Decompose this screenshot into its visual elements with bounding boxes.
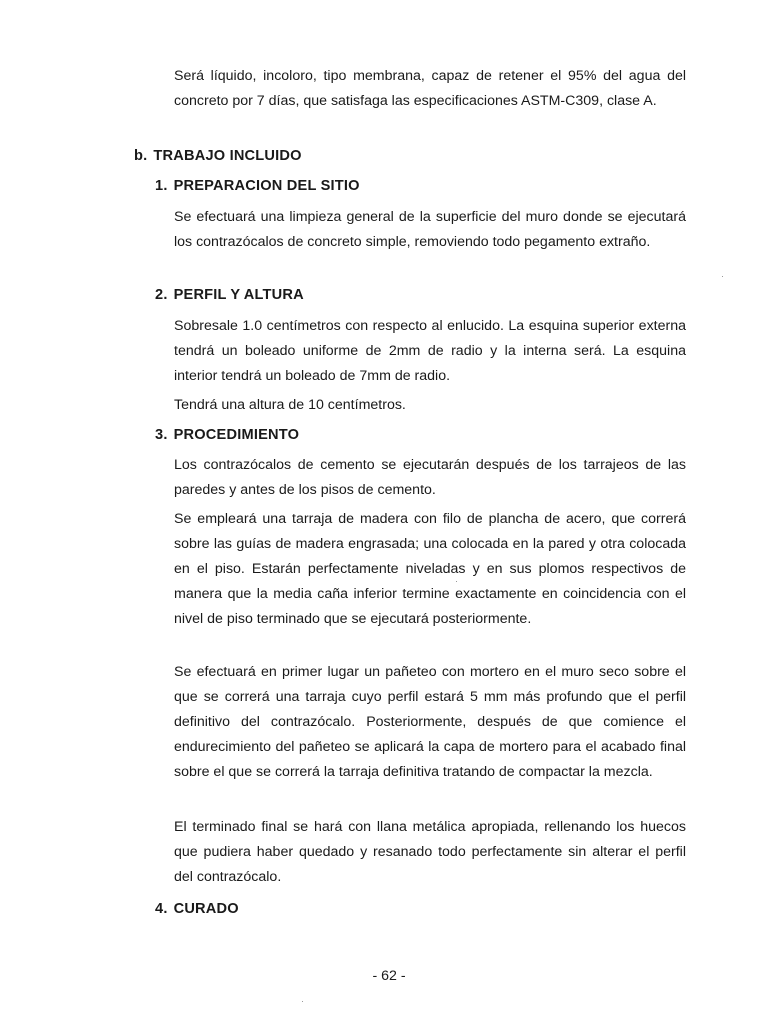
page-number: - 62 - xyxy=(372,968,406,984)
paragraph: Los contrazócalos de cemento se ejecutarán después de los tarrajeos de las paredes y antes de los pisos de cemento. xyxy=(174,457,686,498)
section-b-label: b. xyxy=(134,148,148,164)
paragraph: Sobresale 1.0 centímetros con respecto al enlucido. La esquina superior externa tendrá un boleado uniforme de 2mm de radio y la interna será. La esquina interior tendrá un boleado de 7mm de radio. xyxy=(174,318,686,384)
subsection-4-heading xyxy=(155,899,239,919)
subsection-number: 3. xyxy=(155,427,168,443)
subsection-number: 4. xyxy=(155,901,168,917)
paragraph: Se efectuará una limpieza general de la superficie del muro donde se ejecutará los contrazócalos de concreto simple, removiendo todo pegamento extraño. xyxy=(174,209,686,250)
paragraph: Se empleará una tarraja de madera con filo de plancha de acero, que correrá sobre las guías de madera engrasada; una colocada en la pared y otra colocada en el piso. Estarán perfectamente niveladas y en sus plomos respectivos de manera que la media caña inferior termine exactamente en coincidencia con el nivel de piso terminado que se ejecutará posteriormente. xyxy=(174,511,686,627)
paragraph: Se efectuará en primer lugar un pañeteo con mortero en el muro seco sobre el que se correrá una tarraja cuyo perfil estará 5 mm más profundo que el perfil definitivo del contrazócalo. Posteriormente, después de que comience el endurecimiento del pañeteo se aplicará la capa de mortero para el acabado final sobre el que se correrá la tarraja definitiva tratando de compactar la mezcla. xyxy=(174,664,686,780)
subsection-2-heading xyxy=(155,285,304,305)
subsection-1-heading xyxy=(155,176,360,196)
subsection-number: 1. xyxy=(155,178,168,194)
subsection-number: 2. xyxy=(155,287,168,303)
scan-speck xyxy=(302,1001,303,1002)
scan-speck xyxy=(456,581,457,582)
section-b-title: TRABAJO INCLUIDO xyxy=(153,148,302,164)
subsection-title: PROCEDIMIENTO xyxy=(173,427,300,443)
subsection-title: CURADO xyxy=(173,901,239,917)
paragraph: Tendrá una altura de 10 centímetros. xyxy=(174,397,406,413)
intro-paragraph: Será líquido, incoloro, tipo membrana, capaz de retener el 95% del agua del concreto por 7 días, que satisfaga las especificaciones ASTM-C309, clase A. xyxy=(174,68,686,109)
subsection-title: PERFIL Y ALTURA xyxy=(173,287,304,303)
subsection-title: PREPARACION DEL SITIO xyxy=(173,178,360,194)
paragraph: El terminado final se hará con llana metálica apropiada, rellenando los huecos que pudiera haber quedado y resanado todo perfectamente sin alterar el perfil del contrazócalo. xyxy=(174,819,686,885)
section-b-heading xyxy=(134,146,302,166)
scan-speck xyxy=(722,276,723,277)
subsection-3-heading xyxy=(155,425,299,445)
